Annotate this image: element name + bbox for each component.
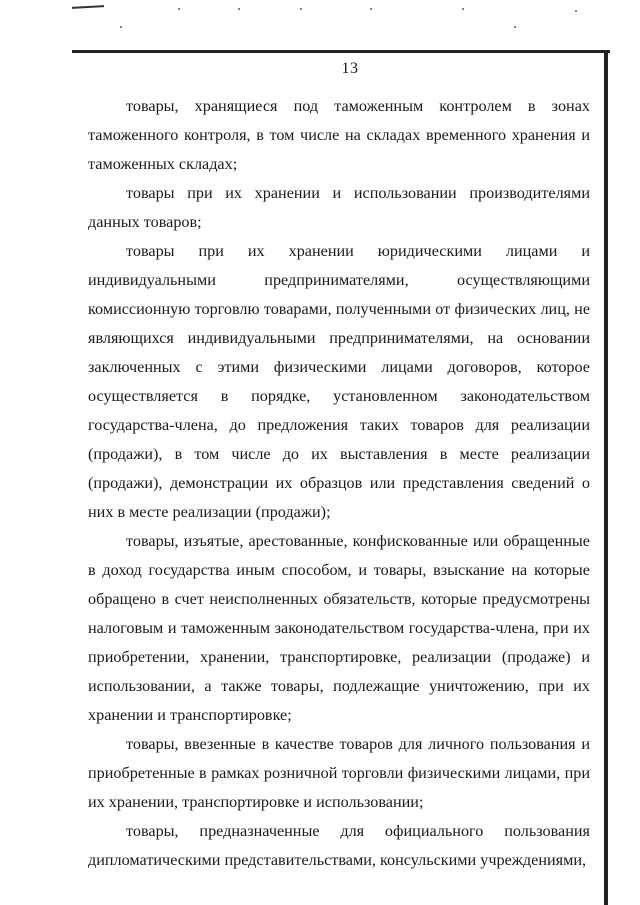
scan-speck — [300, 8, 302, 10]
page-top-border — [72, 50, 610, 53]
paragraph: товары при их хранении и использовании производителями данных товаров; — [88, 184, 590, 231]
page-number: 13 — [341, 60, 359, 77]
scan-speck — [462, 8, 464, 10]
paragraph: товары, предназначенные для официального пользования дипломатическими представительствами, консульскими учреждениями, — [88, 822, 590, 869]
page-right-border — [604, 50, 608, 905]
scan-speck — [575, 10, 577, 12]
scan-speck — [370, 8, 372, 10]
paragraph: товары, хранящиеся под таможенным контролем в зонах таможенного контроля, в том числе на складах временного хранения и таможенных складах; — [88, 97, 590, 173]
scan-mark — [72, 5, 104, 9]
scan-speck — [238, 8, 240, 10]
page-body — [88, 92, 590, 875]
scan-speck — [178, 8, 180, 10]
paragraph: товары при их хранении юридическими лицами и индивидуальными предпринимателями, осуществляющими комиссионную торговлю товарами, полученными от физических лиц, не являющихся индивидуальными предпринимателями, на основании заключенных с этими физическими лицами договоров, которое осуществляется в порядке, установленном законодательством государства-члена, до предложения таких товаров для реализации (продажи), в том числе до их выставления в месте реализации (продажи), демонстрации их образцов или представления сведений о них в месте реализации (продажи); — [88, 242, 590, 521]
scan-speck — [514, 26, 516, 28]
scan-speck — [120, 26, 122, 28]
paragraph: товары, изъятые, арестованные, конфискованные или обращенные в доход государства иным способом, и товары, взыскание на которые обращено в счет неисполненных обязательств, которые предусмотрены налоговым и таможенным законодательством государства-члена, при их приобретении, хранении, транспортировке, реализации (продаже) и использовании, а также товары, подлежащие уничтожению, при их хранении и транспортировке; — [88, 532, 590, 724]
paragraph: товары, ввезенные в качестве товаров для личного пользования и приобретенные в рамках розничной торговли физическими лицами, при их хранении, транспортировке и использовании; — [88, 735, 590, 811]
